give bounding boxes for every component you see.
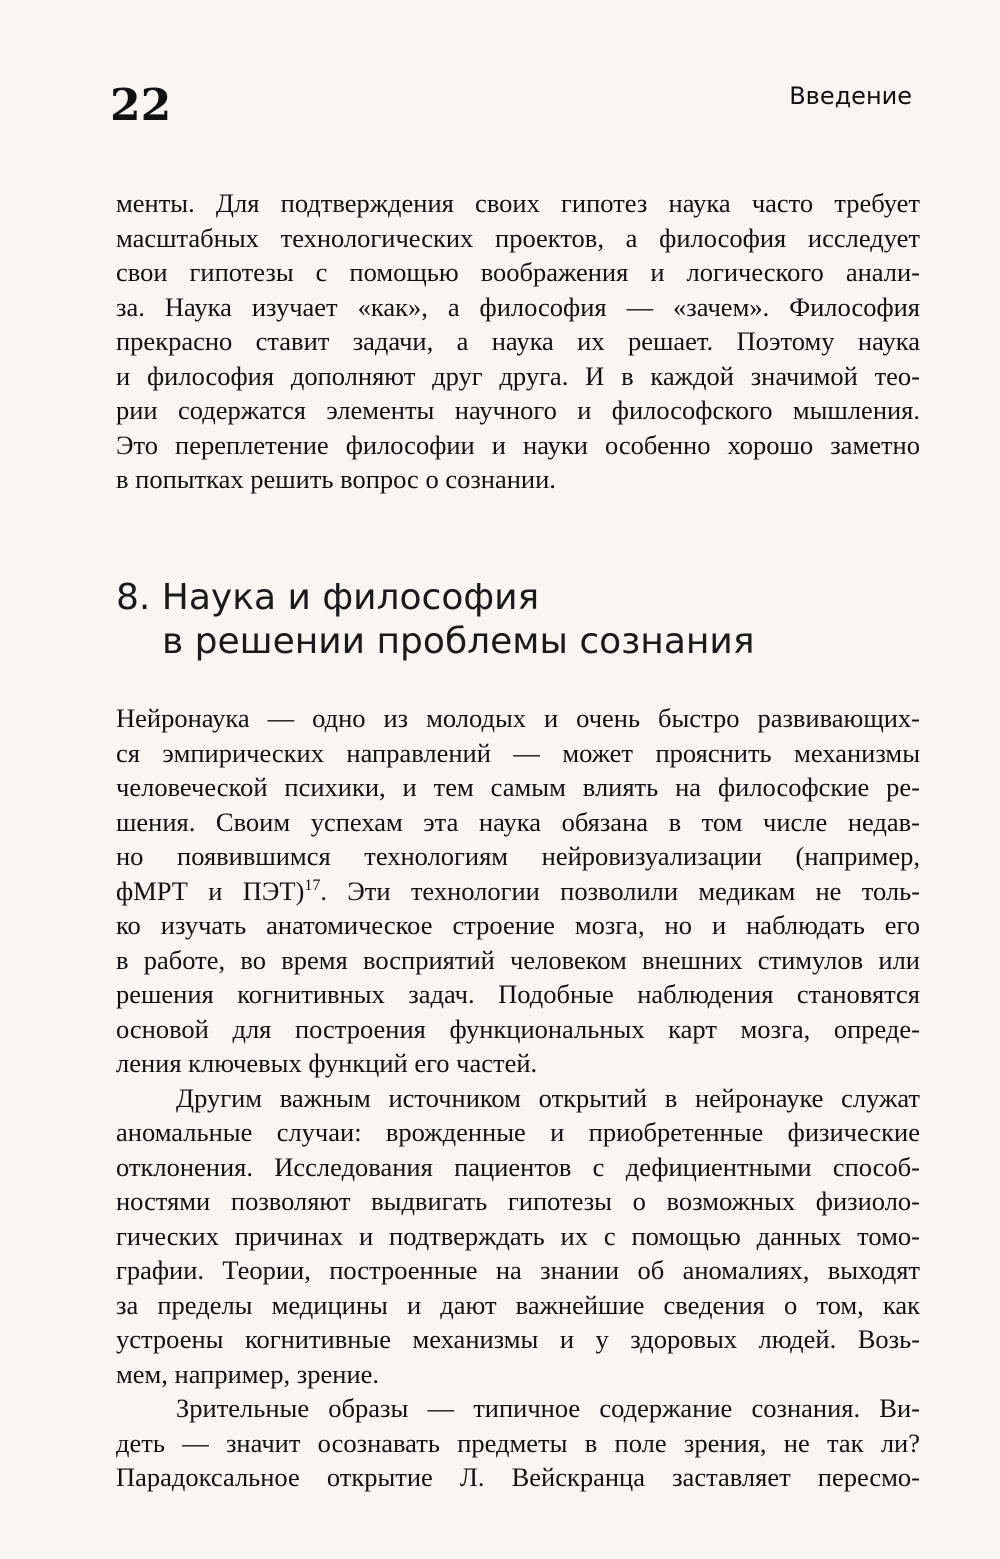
text-fragment: . Эти технологии позволили медикам не толь- <box>320 875 920 906</box>
text-line: отклонения. Исследования пациентов с дефициентными способ- <box>116 1151 920 1182</box>
text-line: масштабных технологических проектов, а философия исследует <box>116 222 920 253</box>
text-line-with-footnote <box>116 874 920 909</box>
text-line: в попытках решить вопрос о сознании. <box>116 464 556 494</box>
text-line: ления ключевых функций его частей. <box>116 1048 538 1078</box>
footnote-reference: 17 <box>304 876 321 894</box>
text-line: рии содержатся элементы научного и философского мышления. <box>116 395 920 425</box>
section-heading <box>116 576 754 664</box>
section-heading-line-2: в решении проблемы сознания <box>162 621 755 662</box>
text-line: за пределы медицины и дают важнейшие сведения о том, как <box>116 1289 920 1320</box>
text-line: свои гипотезы с помощью воображения и логического анали- <box>116 257 920 287</box>
text-fragment: фМРТ и ПЭТ) <box>116 875 305 906</box>
text-line: но появившимся технологиям нейровизуализации (например, <box>116 841 920 871</box>
text-line: ся эмпирических направлений — может прояснить механизмы <box>116 737 920 768</box>
text-line: деть — значит осознавать предметы в поле зрения, не так ли? <box>116 1427 920 1458</box>
text-line: основой для построения функциональных карт мозга, опреде- <box>116 1013 920 1044</box>
paragraph-top <box>116 186 920 497</box>
text-line: Зрительные образы — типичное содержание сознания. Ви- <box>176 1393 920 1423</box>
text-line: человеческой психики, и тем самым влиять на философские ре- <box>116 772 920 802</box>
section-body <box>116 701 920 1495</box>
text-line: Нейронаука — одно из молодых и очень быстро развивающих- <box>116 703 920 733</box>
text-line: мем, например, зрение. <box>116 1358 380 1389</box>
text-line: Парадоксальное открытие Л. Вейскранца заставляет пересмо- <box>116 1462 920 1492</box>
section-heading-line-1: 8. Наука и философия <box>116 577 540 618</box>
text-line: ностями позволяют выдвигать гипотезы о возможных физиоло- <box>116 1186 920 1216</box>
text-line: Это переплетение философии и науки особенно хорошо заметно <box>116 429 920 460</box>
text-line: решения когнитивных задач. Подобные наблюдения становятся <box>116 979 920 1009</box>
running-head: Введение <box>789 82 912 110</box>
text-line: ко изучать анатомическое строение мозга, но и наблюдать его <box>116 910 920 940</box>
text-line: гических причинах и подтверждать их с помощью данных томо- <box>116 1220 920 1251</box>
text-line: менты. Для подтверждения своих гипотез наука часто требует <box>116 188 920 218</box>
text-line: Другим важным источником открытий в нейронауке служат <box>176 1082 920 1113</box>
text-line: за. Наука изучает «как», а философия — «зачем». Философия <box>116 291 920 322</box>
text-line: шения. Своим успехам эта наука обязана в том числе недав- <box>116 806 920 837</box>
text-line: прекрасно ставит задачи, а наука их решает. Поэтому наука <box>116 326 920 356</box>
page-number: 22 <box>110 80 172 131</box>
text-line: графии. Теории, построенные на знании об аномалиях, выходят <box>116 1255 920 1285</box>
text-line: и философия дополняют друг друга. И в каждой значимой тео- <box>116 360 920 391</box>
text-line: аномальные случаи: врожденные и приобретенные физические <box>116 1117 920 1147</box>
text-line: в работе, во время восприятий человеком внешних стимулов или <box>116 944 920 975</box>
text-line: устроены когнитивные механизмы и у здоровых людей. Возь- <box>116 1324 920 1354</box>
